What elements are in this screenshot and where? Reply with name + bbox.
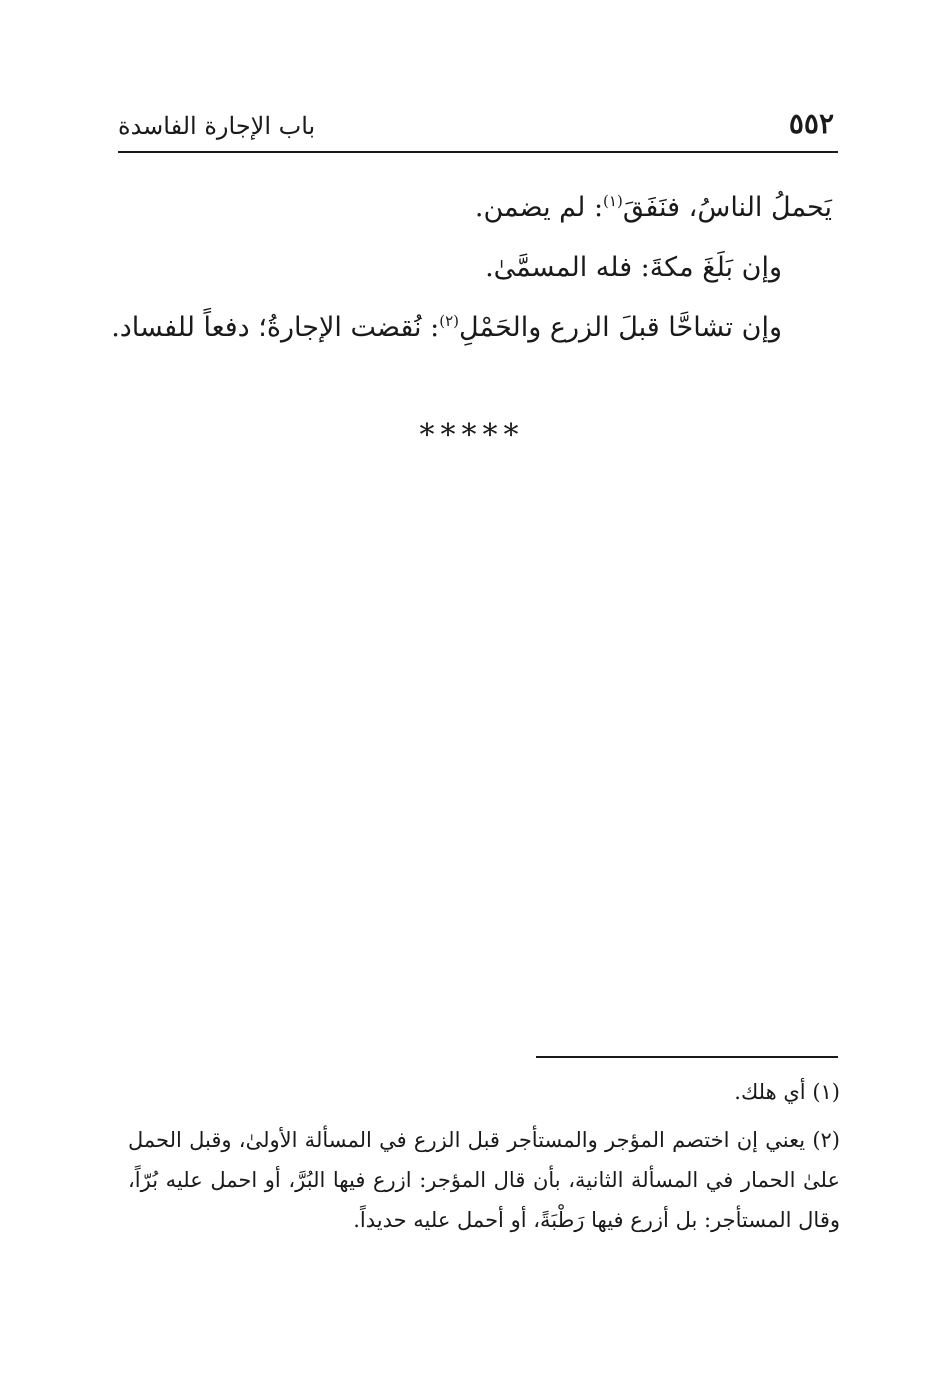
footnotes xyxy=(128,1072,840,1248)
footnote-2: (٢) يعني إن اختصم المؤجر والمستأجر قبل الزرع في المسألة الأولىٰ، وقبل الحمل علىٰ الحمار في المسألة الثانية، بأن قال المؤجر: ازرع فيها البُرَّ، أو احمل عليه بُرّاً، وقال المستأجر: بل أزرع فيها رَطْبَةً، أو أحمل عليه حديداً. xyxy=(128,1128,840,1232)
text-line-3 xyxy=(111,298,832,358)
header-divider xyxy=(118,151,838,153)
footnote-1: (١) أي هلك. xyxy=(734,1080,840,1104)
text-line-3-end: : نُقضت الإجارةُ؛ دفعاً للفساد. xyxy=(111,312,440,343)
page-header xyxy=(118,104,834,148)
running-title: باب الإجارة الفاسدة xyxy=(118,112,316,140)
text-line-2: وإن بَلَغَ مكةَ: فله المسمَّىٰ. xyxy=(485,252,782,283)
text-line-1-end: : لم يضمن. xyxy=(474,192,604,223)
section-separator: ***** xyxy=(419,418,525,453)
text-line-1-body: يَحملُ الناسُ، فنَفَقَ xyxy=(622,192,832,223)
footnote-ref-2: (٢) xyxy=(439,312,460,330)
footnote-divider xyxy=(536,1056,838,1058)
footnote-ref-1: (١) xyxy=(603,192,623,210)
page-number: ٥٥٢ xyxy=(788,107,834,140)
main-text xyxy=(111,178,832,358)
text-line-1 xyxy=(152,178,832,238)
text-line-3-body: وإن تشاحَّا قبلَ الزرع والحَمْلِ xyxy=(459,312,782,343)
